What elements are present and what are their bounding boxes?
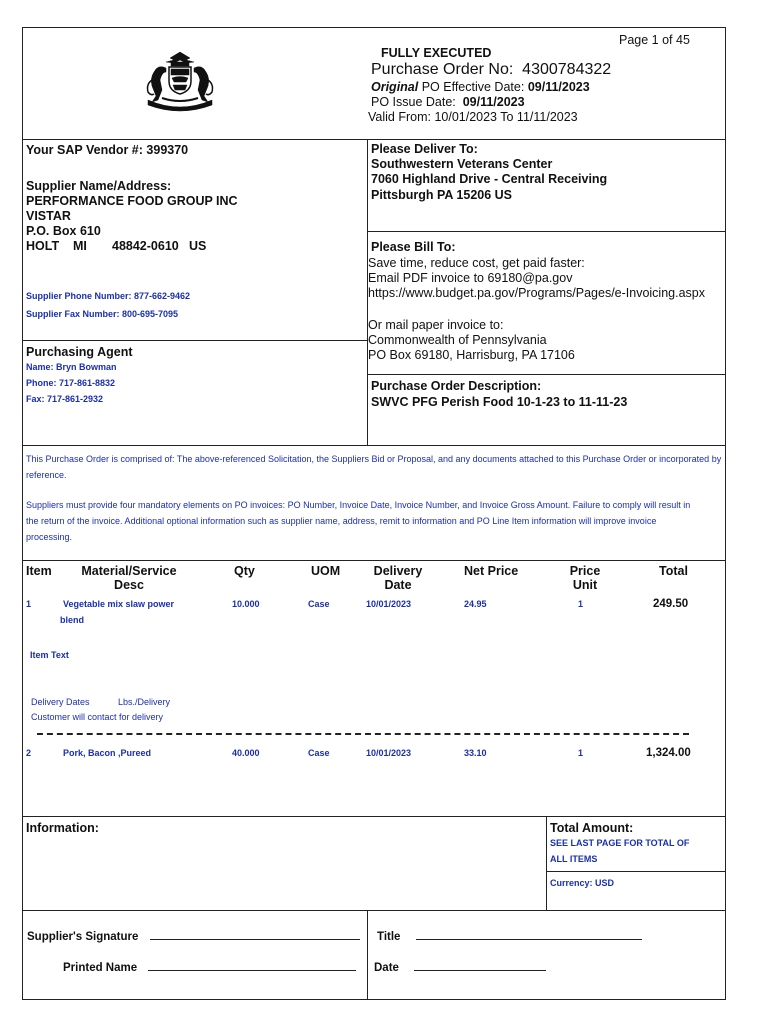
bill-to-line-4: Or mail paper invoice to: — [368, 318, 504, 332]
row-total: 249.50 — [653, 598, 689, 610]
divider — [546, 871, 726, 872]
sap-vendor-label: Your SAP Vendor #: — [26, 143, 143, 157]
invoice-requirements-note: Suppliers must provide four mandatory elements on PO invoices: PO Number, Invoice Date, Invoice Number, and Invoice Gross Amount. Failure to comply will result in the return of the invoice. Additional optional information such as supplier name, address, remit to information and PO Line Item information will improve invoice processing. — [26, 500, 691, 542]
supplier-fax: Supplier Fax Number: 800-695-7095 — [26, 309, 179, 319]
divider — [367, 231, 726, 232]
col-header-desc — [80, 564, 178, 593]
coat-of-arms-logo — [140, 50, 220, 114]
supplier-name-1: PERFORMANCE FOOD GROUP INC — [26, 194, 238, 208]
sap-vendor-line — [26, 143, 188, 157]
row-price-unit: 1 — [578, 748, 584, 758]
row-net-price: 24.95 — [464, 599, 487, 609]
divider — [22, 139, 726, 140]
currency-label: Currency: USD — [550, 878, 615, 888]
row-item-number: 2 — [26, 748, 32, 758]
deliver-to-label: Please Deliver To: — [371, 142, 478, 156]
divider — [22, 560, 726, 561]
col-header-delivery-date — [371, 564, 425, 593]
total-amount-label: Total Amount: — [550, 821, 634, 835]
supplier-country: US — [189, 239, 207, 253]
valid-from: Valid From: 10/01/2023 To 11/11/2023 — [368, 110, 578, 124]
divider — [367, 910, 368, 1000]
bill-to-line-6: PO Box 69180, Harrisburg, PA 17106 — [368, 348, 575, 362]
col-header-desc-line1: Material/Service — [81, 564, 177, 578]
customer-contact-note: Customer will contact for delivery — [31, 712, 164, 722]
bill-to-email: Email PDF invoice to 69180@pa.gov — [368, 271, 573, 285]
agent-label: Purchasing Agent — [26, 345, 133, 359]
issue-date-line — [371, 95, 525, 109]
bill-to-label: Please Bill To: — [371, 240, 456, 254]
row-desc-line1: Pork, Bacon ,Pureed — [63, 748, 152, 758]
supplier-signature-label: Supplier's Signature — [27, 931, 139, 943]
title-row — [377, 929, 642, 944]
row-price-unit: 1 — [578, 599, 584, 609]
date-row — [374, 960, 546, 975]
original-label: Original — [371, 80, 419, 94]
supplier-label: Supplier Name/Address: — [26, 179, 172, 193]
row-desc-line1: Vegetable mix slaw power — [63, 599, 175, 609]
col-header-price-unit-line1: Price — [569, 564, 601, 578]
divider — [22, 340, 367, 341]
page-indicator: Page 1 of 45 — [619, 33, 690, 47]
bill-to-url: https://www.budget.pa.gov/Programs/Pages/e-Invoicing.aspx — [368, 286, 705, 300]
total-amount-note-2: ALL ITEMS — [550, 854, 598, 864]
deliver-to-line-2: 7060 Highland Drive - Central Receiving — [371, 172, 608, 186]
col-header-price-unit — [567, 564, 603, 593]
row-desc-line2: blend — [60, 615, 84, 625]
divider — [22, 910, 726, 911]
po-number-line — [371, 61, 611, 79]
po-description-label: Purchase Order Description: — [371, 379, 542, 393]
item-text-label: Item Text — [30, 650, 69, 660]
deliver-to-line-1: Southwestern Veterans Center — [371, 157, 553, 171]
divider — [367, 374, 726, 375]
col-header-item: Item — [26, 564, 52, 578]
date-label: Date — [374, 962, 399, 974]
effective-date-line — [371, 80, 590, 94]
status-label: FULLY EXECUTED — [381, 46, 492, 60]
printed-name-row — [63, 960, 356, 975]
row-qty: 40.000 — [232, 748, 260, 758]
total-amount-note-1: SEE LAST PAGE FOR TOTAL OF — [550, 838, 690, 848]
supplier-signature-field[interactable] — [150, 929, 360, 940]
divider — [22, 445, 726, 446]
supplier-state: MI — [73, 239, 87, 253]
supplier-name-2: VISTAR — [26, 209, 71, 223]
row-net-price: 33.10 — [464, 748, 487, 758]
printed-name-label: Printed Name — [63, 962, 138, 974]
po-number-label: Purchase Order No: — [371, 61, 514, 78]
row-qty: 10.000 — [232, 599, 260, 609]
delivery-dates-label: Delivery Dates — [31, 697, 90, 707]
agent-name: Name: Bryn Bowman — [26, 362, 117, 372]
supplier-city: HOLT — [26, 239, 60, 253]
issue-date: 09/11/2023 — [462, 95, 525, 109]
sap-vendor-number: 399370 — [146, 143, 189, 157]
col-header-net-price: Net Price — [464, 564, 519, 578]
supplier-phone: Supplier Phone Number: 877-662-9462 — [26, 291, 191, 301]
divider — [22, 816, 726, 817]
row-item-number: 1 — [26, 599, 32, 609]
col-header-delivery-line1: Delivery — [373, 564, 423, 578]
signature-row — [27, 929, 360, 944]
agent-fax: Fax: 717-861-2932 — [26, 394, 104, 404]
col-header-uom: UOM — [311, 564, 341, 578]
date-field[interactable] — [414, 960, 546, 971]
row-delivery-date: 10/01/2023 — [366, 748, 412, 758]
row-uom: Case — [308, 748, 330, 758]
col-header-price-unit-line2: Unit — [572, 578, 598, 593]
col-header-desc-line2: Desc — [114, 578, 144, 593]
bill-to-line-1: Save time, reduce cost, get paid faster: — [368, 256, 585, 270]
divider — [546, 816, 547, 910]
agent-phone: Phone: 717-861-8832 — [26, 378, 116, 388]
title-label: Title — [377, 931, 401, 943]
effective-date-label: PO Effective Date: — [421, 80, 525, 94]
deliver-to-line-3: Pittsburgh PA 15206 US — [371, 188, 513, 202]
po-number: 4300784322 — [522, 61, 612, 78]
po-description: SWVC PFG Perish Food 10-1-23 to 11-11-23 — [371, 395, 628, 409]
col-header-qty: Qty — [234, 564, 255, 578]
effective-date: 09/11/2023 — [527, 80, 590, 94]
po-terms-note: This Purchase Order is comprised of: The above-referenced Solicitation, the Suppliers Bid or Proposal, and any documents attached to this Purchase Order or incorporated by reference. — [26, 454, 722, 480]
issue-date-label: PO Issue Date: — [371, 95, 456, 109]
row-separator — [37, 733, 689, 735]
col-header-delivery-line2: Date — [384, 578, 412, 593]
supplier-zip: 48842-0610 — [112, 239, 179, 253]
printed-name-field[interactable] — [148, 960, 356, 971]
information-label: Information: — [26, 821, 99, 835]
bill-to-line-5: Commonwealth of Pennsylvania — [368, 333, 547, 347]
row-delivery-date: 10/01/2023 — [366, 599, 412, 609]
col-header-total: Total — [659, 564, 688, 578]
row-uom: Case — [308, 599, 330, 609]
row-total: 1,324.00 — [646, 747, 691, 759]
supplier-address-1: P.O. Box 610 — [26, 224, 101, 238]
title-field[interactable] — [416, 929, 642, 940]
lbs-delivery-label: Lbs./Delivery — [118, 697, 171, 707]
